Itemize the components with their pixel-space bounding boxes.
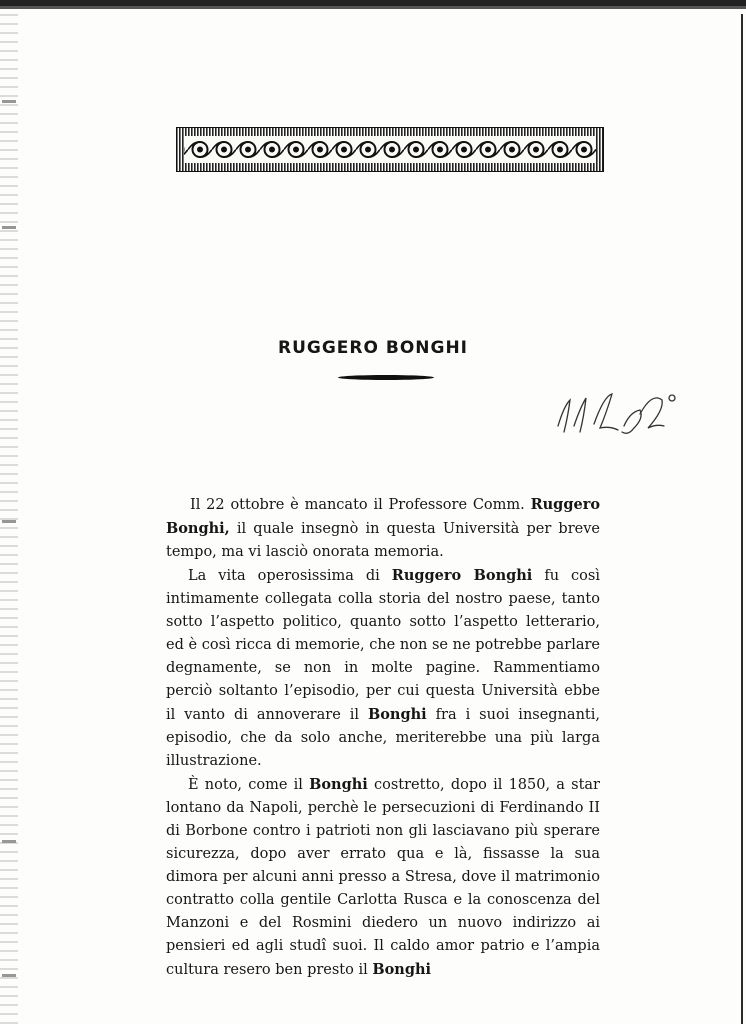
- name-emphasis: Bonghi: [372, 961, 432, 978]
- text-run: La vita operosissima di: [188, 568, 392, 584]
- name-emphasis: Ruggero Bonghi,: [166, 496, 600, 537]
- decorative-header-band: [176, 127, 604, 172]
- paragraph: [166, 564, 600, 773]
- page-title: RUGGERO BONGHI: [277, 338, 469, 358]
- text-run: fra i suoi insegnanti, episodio, che da solo anche, meriterebbe una più larga illustrazione.: [166, 707, 600, 769]
- text-run: fu così intimamente collegata colla storia del nostro paese, tanto sotto l’aspetto politico, quanto sotto l’aspetto letterario, ed è così ricca di memorie, che non se ne potrebbe parlare degnamente, se non in molte pagine. Rammentiamo perciò soltanto l’episodio, per cui questa Università ebbe il vanto di annoverare il: [166, 568, 600, 723]
- name-emphasis: Ruggero Bonghi: [391, 567, 533, 584]
- handwritten-shelfmark: [544, 386, 684, 446]
- scan-top-edge: [0, 0, 746, 14]
- scan-binding-edge: [0, 14, 18, 1024]
- paragraph: [166, 773, 600, 982]
- paragraph: [166, 493, 600, 564]
- title-rule: [338, 375, 434, 380]
- text-run: Il 22 ottobre è mancato il Professore Comm.: [190, 497, 531, 513]
- article-body: [166, 493, 600, 982]
- scan-right-edge: [736, 14, 746, 1024]
- text-run: È noto, come il: [188, 777, 310, 793]
- name-emphasis: Bonghi: [368, 706, 427, 723]
- text-run: il quale insegnò in questa Università per breve tempo, ma vi lasciò onorata memoria.: [166, 521, 600, 560]
- name-emphasis: Bonghi: [309, 776, 368, 793]
- text-run: costretto, dopo il 1850, a star lontano da Napoli, perchè le persecuzioni di Ferdinando II di Borbone contro i patrioti non gli lasciavano più sperare sicurezza, dopo aver errato qua e là, fissasse la sua dimora per alcuni anni presso a Stresa, dove il matrimonio contratto colla gentile Carlotta Rusca e la conoscenza del Manzoni e del Rosmini diedero un nuovo indirizzo ai pensieri ed agli studî suoi. Il caldo amor patrio e l’ampia cultura resero ben presto il: [166, 777, 600, 978]
